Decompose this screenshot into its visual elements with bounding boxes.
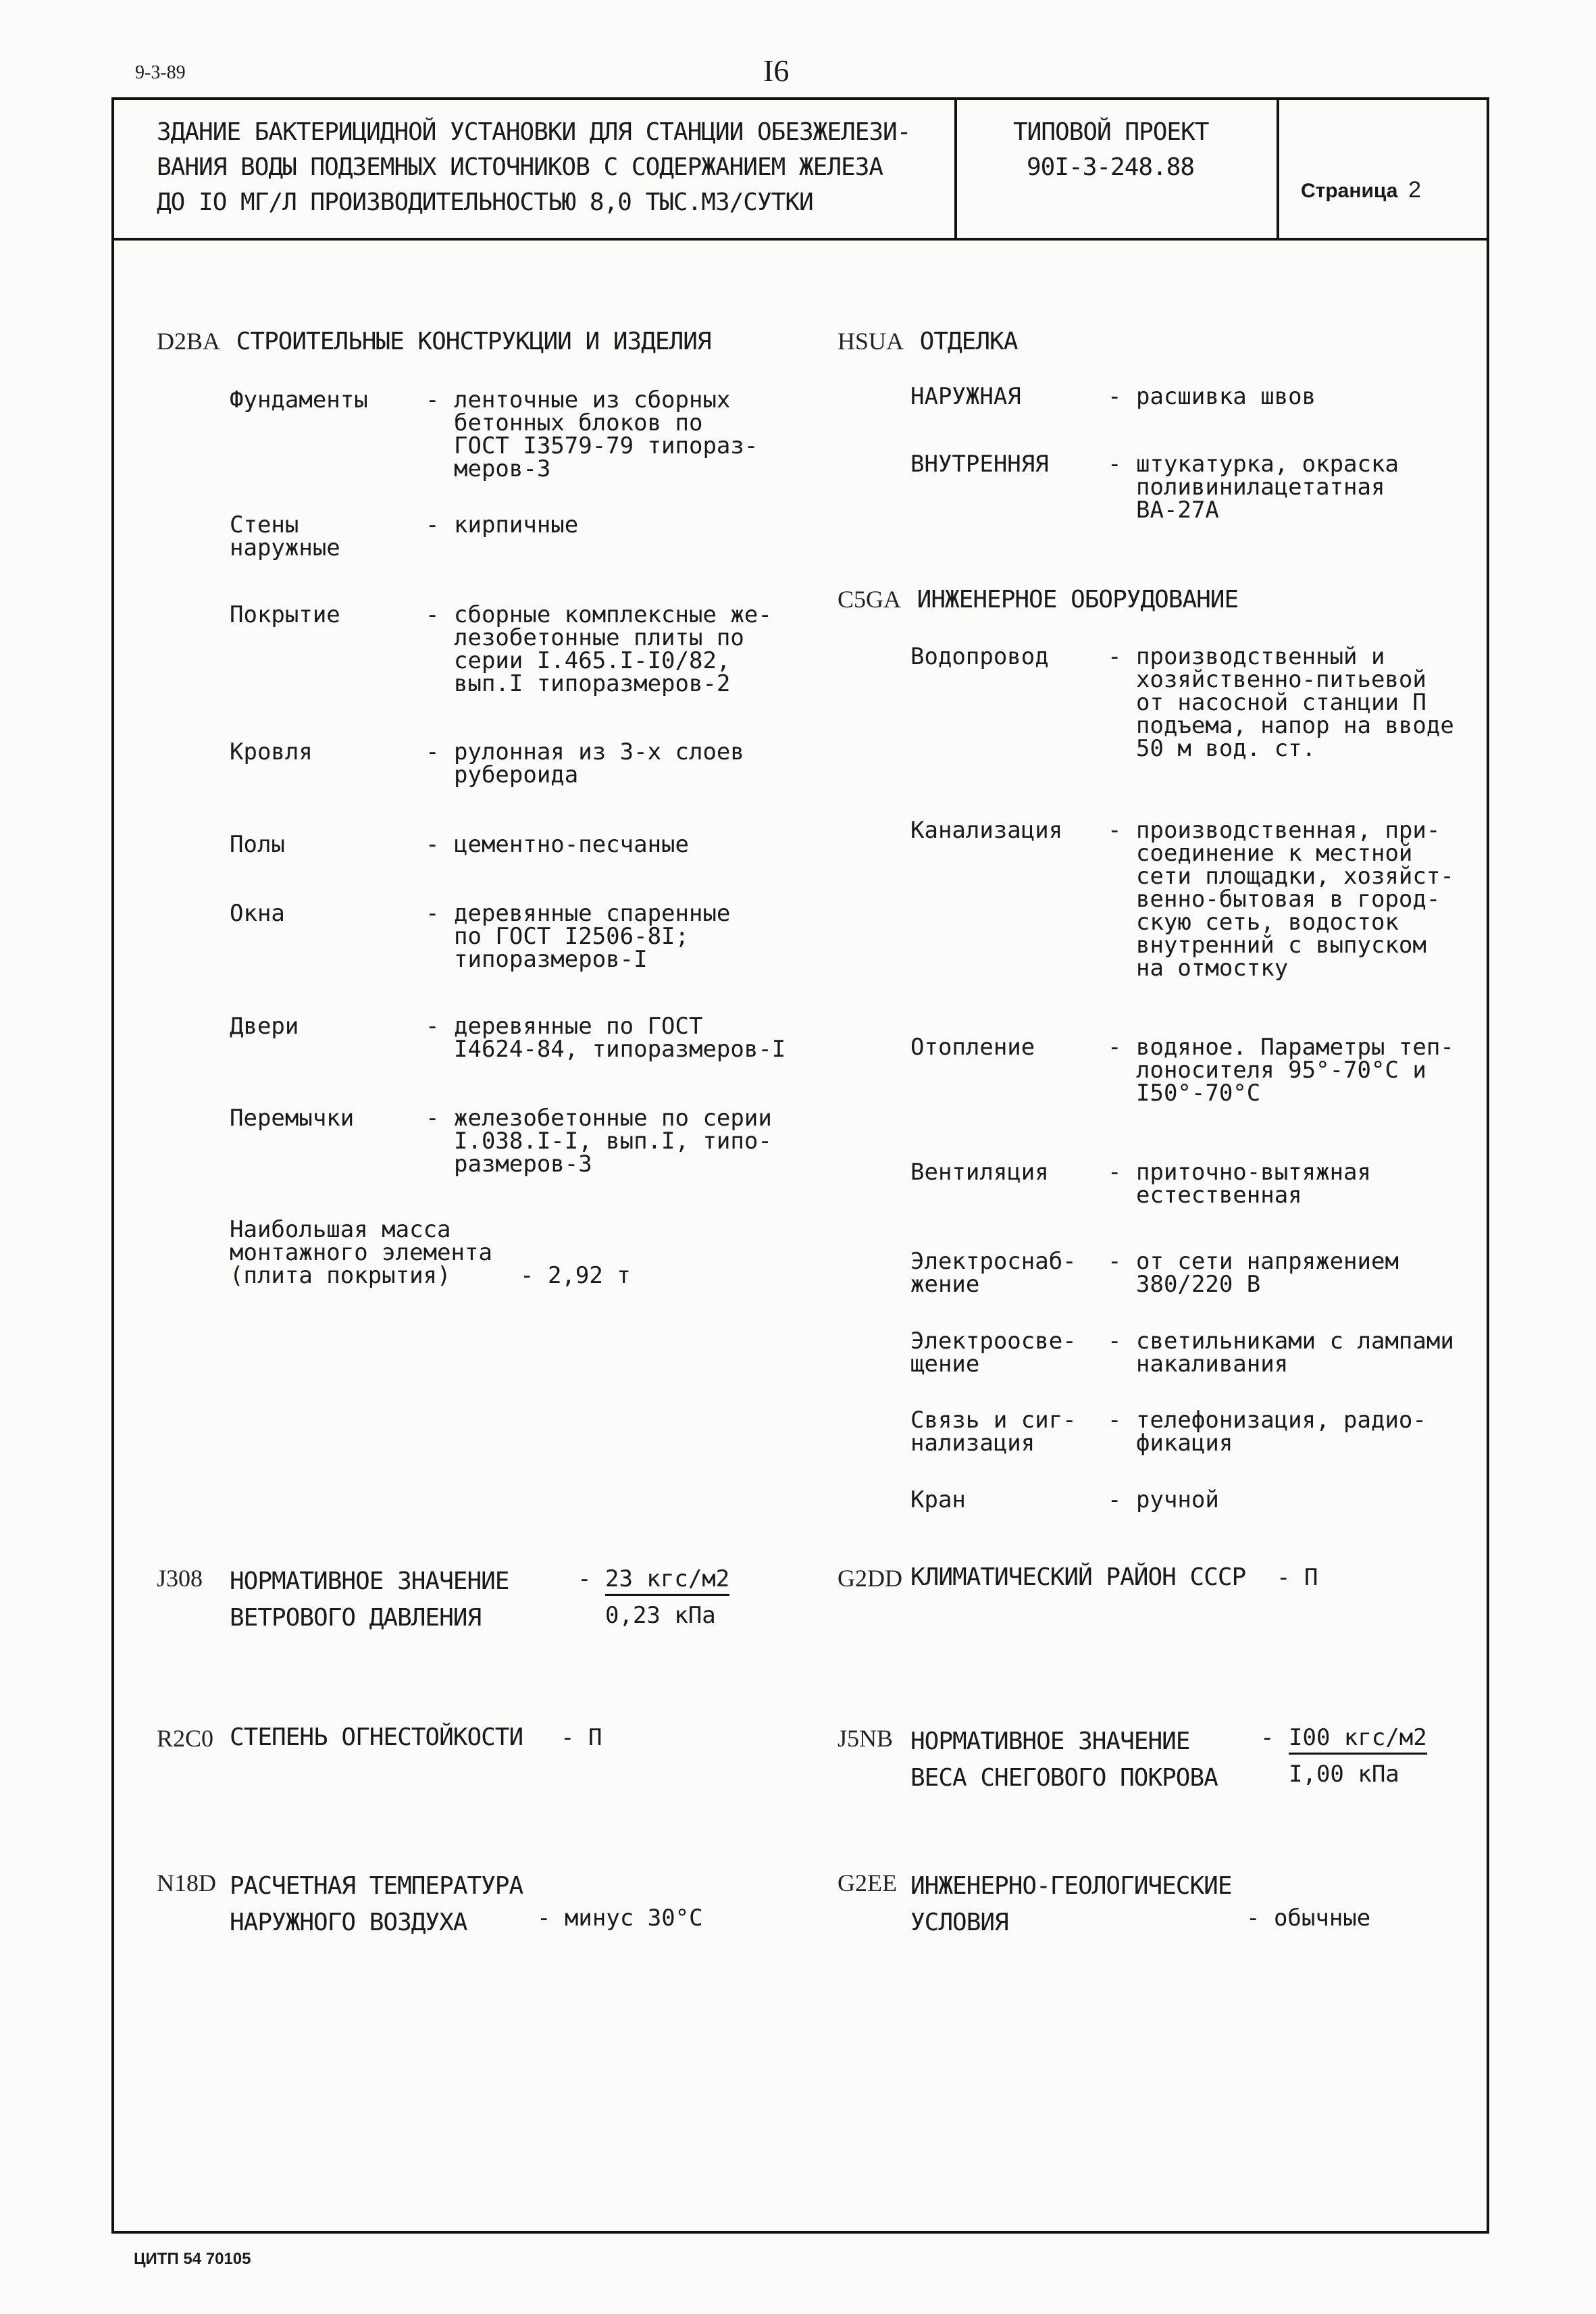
dash: - (426, 831, 440, 858)
section-title: ИНЖЕНЕРНОЕ ОБОРУДОВАНИЕ (917, 586, 1239, 613)
engineering-value (1136, 1409, 1426, 1455)
temperature-block (157, 1869, 216, 1897)
finishing-heading (838, 327, 1017, 355)
engineering-value (1136, 1330, 1454, 1376)
value-line: типоразмеров-I (454, 946, 648, 973)
wind-value-top (605, 1567, 729, 1590)
finishing-label (910, 453, 1049, 476)
title-line: ВЕСА СНЕГОВОГО ПОКРОВА (910, 1764, 1218, 1792)
label-line: щение (910, 1351, 980, 1378)
snow-value-top (1289, 1726, 1427, 1749)
engineering-value (1136, 645, 1454, 760)
project-number: 90I-3-248.88 (1027, 153, 1195, 181)
value-line: соединение к местной (1136, 840, 1413, 867)
value-line: I00 кгс/м2 (1289, 1724, 1427, 1755)
value-line: светильниками с лампами (1136, 1328, 1454, 1355)
label-line: Двери (230, 1013, 299, 1040)
construction-value (454, 833, 689, 856)
header-column-divider (1277, 97, 1279, 239)
label-line: жение (910, 1271, 980, 1298)
label-line: наружные (230, 534, 340, 561)
finishing-value (1136, 385, 1316, 408)
dash: - (1108, 1486, 1122, 1513)
dash: - (426, 738, 440, 765)
label-line: Кран (910, 1486, 966, 1513)
value-line: 23 кгс/м2 (605, 1565, 729, 1596)
dash: - (426, 1013, 440, 1040)
finishing-label (910, 385, 1021, 408)
geology-title (910, 1868, 1232, 1941)
value-line: I50°-70°С (1136, 1080, 1261, 1107)
page-label: Страница (1301, 180, 1398, 202)
value-line: сборные комплексные же- (454, 601, 772, 628)
title-line: ВАНИЯ ВОДЫ ПОДЗЕМНЫХ ИСТОЧНИКОВ С СОДЕРЖАНИЕМ ЖЕЛЕЗА (157, 153, 883, 181)
dash: - (1108, 451, 1122, 478)
engineering-value (1136, 1036, 1454, 1105)
section-code: J5NB (838, 1725, 894, 1752)
engineering-value (1136, 1488, 1219, 1511)
label-line: Полы (230, 831, 285, 858)
section-code: N18D (157, 1869, 216, 1896)
label-line: Электроосве- (910, 1328, 1077, 1355)
engineering-label (910, 1409, 1077, 1455)
value-line: лезобетонные плиты по (454, 624, 744, 651)
label-line: Перемычки (230, 1105, 355, 1132)
construction-value (454, 388, 758, 480)
label-line: нализация (910, 1430, 1035, 1457)
construction-value (454, 902, 730, 971)
snow-value-bottom: I,00 кПа (1289, 1761, 1399, 1788)
value-line: штукатурка, окраска (1136, 451, 1399, 478)
geology-block (838, 1869, 897, 1897)
dash: - (426, 386, 440, 413)
section-title: СТРОИТЕЛЬНЫЕ КОНСТРУКЦИИ И ИЗДЕЛИЯ (236, 328, 711, 355)
footer-stamp: ЦИТП 54 70105 (134, 2250, 251, 2268)
value-line: фикация (1136, 1430, 1233, 1457)
title-line: НАРУЖНОГО ВОЗДУХА (230, 1909, 467, 1936)
section-title: ОТДЕЛКА (919, 328, 1018, 355)
dash: - (426, 1105, 440, 1132)
value-line: естественная (1136, 1182, 1302, 1209)
value-line: приточно-вытяжная (1136, 1159, 1371, 1186)
section-code: G2DD (838, 1565, 902, 1592)
dash: - (1108, 1407, 1122, 1434)
dash: - (1108, 817, 1122, 844)
snow-title (910, 1724, 1218, 1796)
title-line: УСЛОВИЯ (910, 1909, 1008, 1936)
value-line: ГОСТ I3579-79 типораз- (454, 432, 758, 459)
construction-value (454, 740, 744, 786)
engineering-value (1136, 819, 1454, 980)
section-code: R2C0 (157, 1725, 214, 1752)
construction-label (230, 603, 340, 626)
value-line: подъема, напор на вводе (1136, 712, 1454, 739)
header-column-divider (954, 97, 957, 239)
engineering-heading (838, 585, 1238, 613)
title-line: ДО IO МГ/Л ПРОИЗВОДИТЕЛЬНОСТЬЮ 8,0 ТЫС.М3/СУТКИ (157, 188, 813, 216)
label-line: Вентиляция (910, 1159, 1049, 1186)
title-line: НОРМАТИВНОЕ ЗНАЧЕНИЕ (910, 1728, 1190, 1755)
value-line: I4624-84, типоразмеров-I (454, 1036, 786, 1063)
label-line: Канализация (910, 817, 1063, 844)
value-line: венно-бытовая в город- (1136, 886, 1441, 913)
construction-label (230, 740, 313, 763)
wind-value-bottom: 0,23 кПа (605, 1602, 716, 1629)
label-line: Водопровод (910, 643, 1049, 670)
label-line: Электроснаб- (910, 1248, 1077, 1275)
engineering-label (910, 1330, 1077, 1376)
construction-label (230, 902, 285, 925)
engineering-label (910, 1036, 1035, 1059)
section-code: HSUA (838, 328, 904, 355)
dash: - (1108, 383, 1122, 410)
title-line: ЗДАНИЕ БАКТЕРИЦИДНОЙ УСТАНОВКИ ДЛЯ СТАНЦИИ ОБЕЗЖЕЛЕЗИ- (157, 118, 911, 146)
fire-block (157, 1724, 213, 1753)
label-line: Покрытие (230, 601, 340, 628)
geology-value: - обычные (1246, 1905, 1371, 1932)
title-line: РАСЧЕТНАЯ ТЕМПЕРАТУРА (230, 1872, 523, 1900)
project-id (1013, 115, 1208, 185)
construction-heading (157, 327, 711, 355)
value-line: от насосной станции П (1136, 689, 1426, 716)
engineering-label (910, 1488, 966, 1511)
value-line: водяное. Параметры теп- (1136, 1034, 1454, 1061)
value-line: 380/220 В (1136, 1271, 1261, 1298)
value-line: хозяйственно-питьевой (1136, 666, 1426, 693)
label-line: Окна (230, 900, 285, 927)
value-line: сети площадки, хозяйст- (1136, 863, 1454, 890)
project-title (157, 115, 910, 220)
construction-label (230, 388, 368, 411)
value-line: кирпичные (454, 511, 579, 538)
dash: - (426, 900, 440, 927)
value-line: рулонная из 3-х слоев (454, 738, 744, 765)
value-line: размеров-3 (454, 1151, 592, 1178)
construction-label (230, 1015, 299, 1038)
dash: - (1108, 643, 1122, 670)
value-line: ручной (1136, 1486, 1219, 1513)
value-line: ВА-27А (1136, 497, 1219, 524)
title-line: ИНЖЕНЕРНО-ГЕОЛОГИЧЕСКИЕ (910, 1872, 1232, 1900)
finishing-value (1136, 453, 1399, 522)
dash: - (426, 511, 440, 538)
value-line: деревянные по ГОСТ (454, 1013, 703, 1040)
value-line: производственный и (1136, 643, 1385, 670)
climate-title: КЛИМАТИЧЕСКИЙ РАЙОН СССР (910, 1563, 1246, 1591)
dash: - (577, 1565, 592, 1592)
project-label: ТИПОВОЙ ПРОЕКТ (1013, 118, 1209, 146)
snow-block (838, 1724, 893, 1753)
value-line: бетонных блоков по (454, 409, 703, 436)
label-line: Отопление (910, 1034, 1035, 1061)
value-line: I.038.I-I, вып.I, типо- (454, 1128, 772, 1155)
value-line: вып.I типоразмеров-2 (454, 670, 731, 697)
max-mass-value: - 2,92 т (520, 1262, 631, 1289)
header-divider (111, 238, 1489, 241)
section-code: C5GA (838, 586, 902, 613)
dash: - (426, 601, 440, 628)
label-line: (плита покрытия) (230, 1262, 451, 1289)
section-code: G2EE (838, 1869, 897, 1896)
value-line: внутренний с выпуском (1136, 932, 1426, 959)
label-line: монтажного элемента (230, 1239, 492, 1266)
value-line: накаливания (1136, 1351, 1289, 1378)
dash: - (1260, 1724, 1275, 1751)
dash: - (1108, 1248, 1122, 1275)
wind-title (230, 1563, 509, 1636)
engineering-value (1136, 1250, 1399, 1296)
title-line: ВЕТРОВОГО ДАВЛЕНИЯ (230, 1604, 482, 1632)
value-line: железобетонные по серии (454, 1105, 772, 1132)
engineering-label (910, 1161, 1049, 1184)
label-line: Связь и сиг- (910, 1407, 1077, 1434)
value-line: цементно-песчаные (454, 831, 689, 858)
page-indicator (1301, 177, 1421, 203)
temperature-title (230, 1868, 523, 1941)
value-line: скую сеть, водосток (1136, 909, 1399, 936)
max-mass-label (230, 1218, 492, 1287)
value-line: телефонизация, радио- (1136, 1407, 1426, 1434)
value-line: ленточные из сборных (454, 386, 731, 413)
label-line: НАРУЖНАЯ (910, 383, 1021, 410)
value-line: 50 м вод. ст. (1136, 735, 1316, 762)
engineering-label (910, 645, 1049, 668)
dash: - (1108, 1159, 1122, 1186)
construction-label (230, 1107, 354, 1130)
construction-label (230, 513, 340, 559)
value-line: рубероида (454, 761, 579, 788)
title-line: НОРМАТИВНОЕ ЗНАЧЕНИЕ (230, 1567, 509, 1595)
temperature-value: - минус 30°С (537, 1905, 703, 1932)
climate-block (838, 1564, 902, 1592)
dash: - (1108, 1034, 1122, 1061)
label-line: Фундаменты (230, 386, 368, 413)
value-line: лоносителя 95°-70°С и (1136, 1057, 1426, 1084)
wind-block (157, 1564, 203, 1592)
series-code: 9-3-89 (135, 62, 186, 83)
construction-value (454, 1107, 772, 1176)
value-line: расшивка швов (1136, 383, 1316, 410)
construction-value (454, 513, 578, 536)
fire-title: СТЕПЕНЬ ОГНЕСТОЙКОСТИ (230, 1724, 523, 1751)
construction-value (454, 1015, 786, 1061)
value-line: по ГОСТ I2506-8I; (454, 923, 689, 950)
page-value: 2 (1408, 177, 1421, 203)
construction-value (454, 603, 772, 695)
value-line: деревянные спаренные (454, 900, 731, 927)
label-line: Наибольшая масса (230, 1216, 451, 1243)
label-line: Стены (230, 511, 299, 538)
label-line: Кровля (230, 738, 313, 765)
page-number: I6 (763, 53, 790, 88)
fire-value: - П (561, 1724, 602, 1751)
dash: - (1108, 1328, 1122, 1355)
value-line: серии I.465.I-I0/82, (454, 647, 731, 674)
value-line: меров-3 (454, 455, 551, 482)
value-line: поливинилацетатная (1136, 474, 1385, 501)
engineering-label (910, 1250, 1077, 1296)
section-code: D2BA (157, 328, 221, 355)
label-line: ВНУТРЕННЯЯ (910, 451, 1049, 478)
construction-label (230, 833, 285, 856)
value-line: на отмостку (1136, 955, 1289, 982)
value-line: производственная, при- (1136, 817, 1441, 844)
section-code: J308 (157, 1565, 203, 1592)
climate-value: - П (1277, 1564, 1318, 1591)
value-line: от сети напряжением (1136, 1248, 1399, 1275)
engineering-label (910, 819, 1062, 842)
engineering-value (1136, 1161, 1371, 1207)
